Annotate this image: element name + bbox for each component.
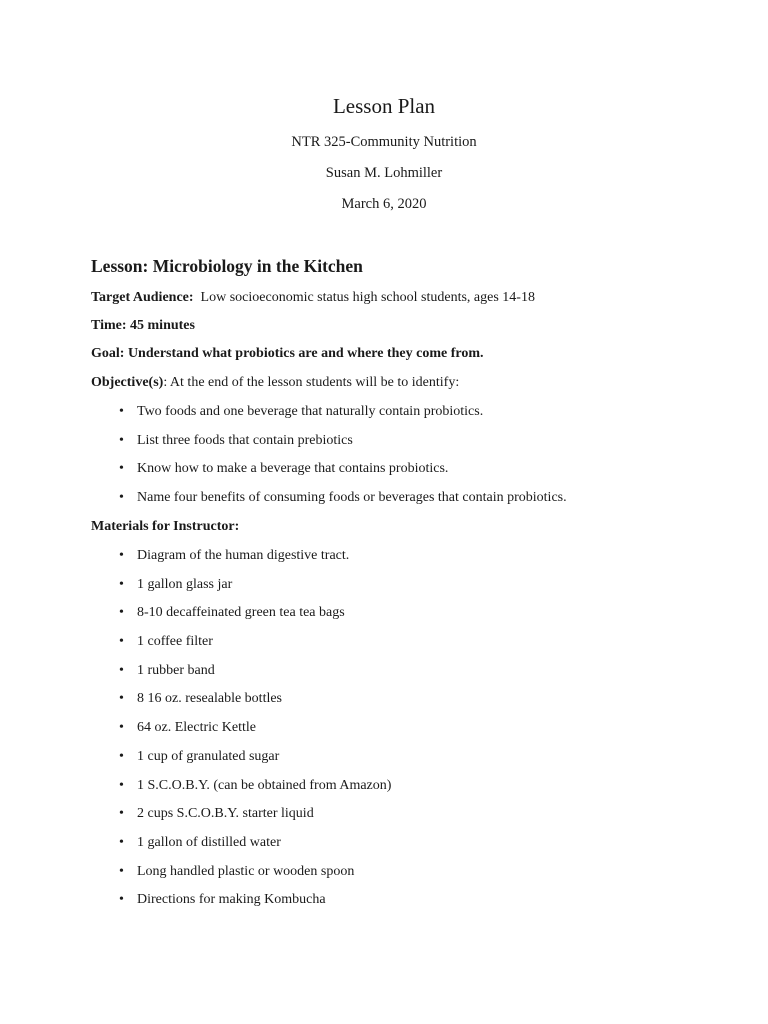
list-item: • 8 16 oz. resealable bottles: [119, 689, 391, 718]
materials-list: [119, 546, 391, 919]
list-item: • Diagram of the human digestive tract.: [119, 546, 391, 575]
list-item: • Know how to make a beverage that contains probiotics.: [119, 459, 567, 488]
document-date: March 6, 2020: [341, 196, 427, 212]
bullet-icon: •: [119, 490, 124, 506]
list-item: • Two foods and one beverage that naturally contain probiotics.: [119, 402, 567, 431]
target-audience-label: Target Audience:: [91, 290, 194, 305]
bullet-icon: •: [119, 432, 124, 448]
bullet-icon: •: [119, 748, 124, 764]
list-item: • 1 rubber band: [119, 661, 391, 690]
bullet-icon: •: [119, 863, 124, 879]
lesson-heading: Lesson: Microbiology in the Kitchen: [91, 256, 363, 276]
list-item: • 1 cup of granulated sugar: [119, 747, 391, 776]
list-item: • 1 gallon glass jar: [119, 575, 391, 604]
list-item: • Name four benefits of consuming foods or beverages that contain probiotics.: [119, 488, 567, 517]
document-title: Lesson Plan: [332, 94, 436, 118]
time-line: Time: 45 minutes: [91, 318, 195, 333]
bullet-icon: •: [119, 691, 124, 707]
bullet-icon: •: [119, 461, 124, 477]
target-audience-value: Low socioeconomic status high school students, ages 14-18: [200, 290, 535, 305]
bullet-icon: •: [119, 662, 124, 678]
list-item: • 1 coffee filter: [119, 632, 391, 661]
list-item: • 64 oz. Electric Kettle: [119, 718, 391, 747]
course-name: NTR 325-Community Nutrition: [291, 134, 477, 150]
list-item: • Long handled plastic or wooden spoon: [119, 862, 391, 891]
objectives-line: [91, 373, 459, 393]
list-item: • 1 gallon of distilled water: [119, 833, 391, 862]
bullet-icon: •: [119, 605, 124, 621]
objectives-list: [119, 402, 567, 517]
author-name: Susan M. Lohmiller: [325, 165, 443, 181]
materials-label: Materials for Instructor:: [91, 519, 240, 534]
bullet-icon: •: [119, 720, 124, 736]
list-item: • List three foods that contain prebiotics: [119, 431, 567, 460]
bullet-icon: •: [119, 834, 124, 850]
bullet-icon: •: [119, 548, 124, 563]
list-item: • 1 S.C.O.B.Y. (can be obtained from Amazon): [119, 776, 391, 805]
list-item: • 8-10 decaffeinated green tea tea bags: [119, 603, 391, 632]
bullet-icon: •: [119, 777, 124, 793]
objectives-intro: : At the end of the lesson students will be to identify:: [163, 375, 460, 390]
bullet-icon: •: [119, 634, 124, 650]
bullet-icon: •: [119, 404, 124, 419]
list-item: • 2 cups S.C.O.B.Y. starter liquid: [119, 804, 391, 833]
list-item: • Directions for making Kombucha: [119, 890, 391, 919]
objectives-label: Objective(s): [91, 375, 164, 390]
bullet-icon: •: [119, 576, 124, 592]
goal-line: Goal: Understand what probiotics are and where they come from.: [91, 346, 484, 361]
target-audience-line: [91, 288, 535, 308]
bullet-icon: •: [119, 892, 124, 908]
bullet-icon: •: [119, 806, 124, 822]
